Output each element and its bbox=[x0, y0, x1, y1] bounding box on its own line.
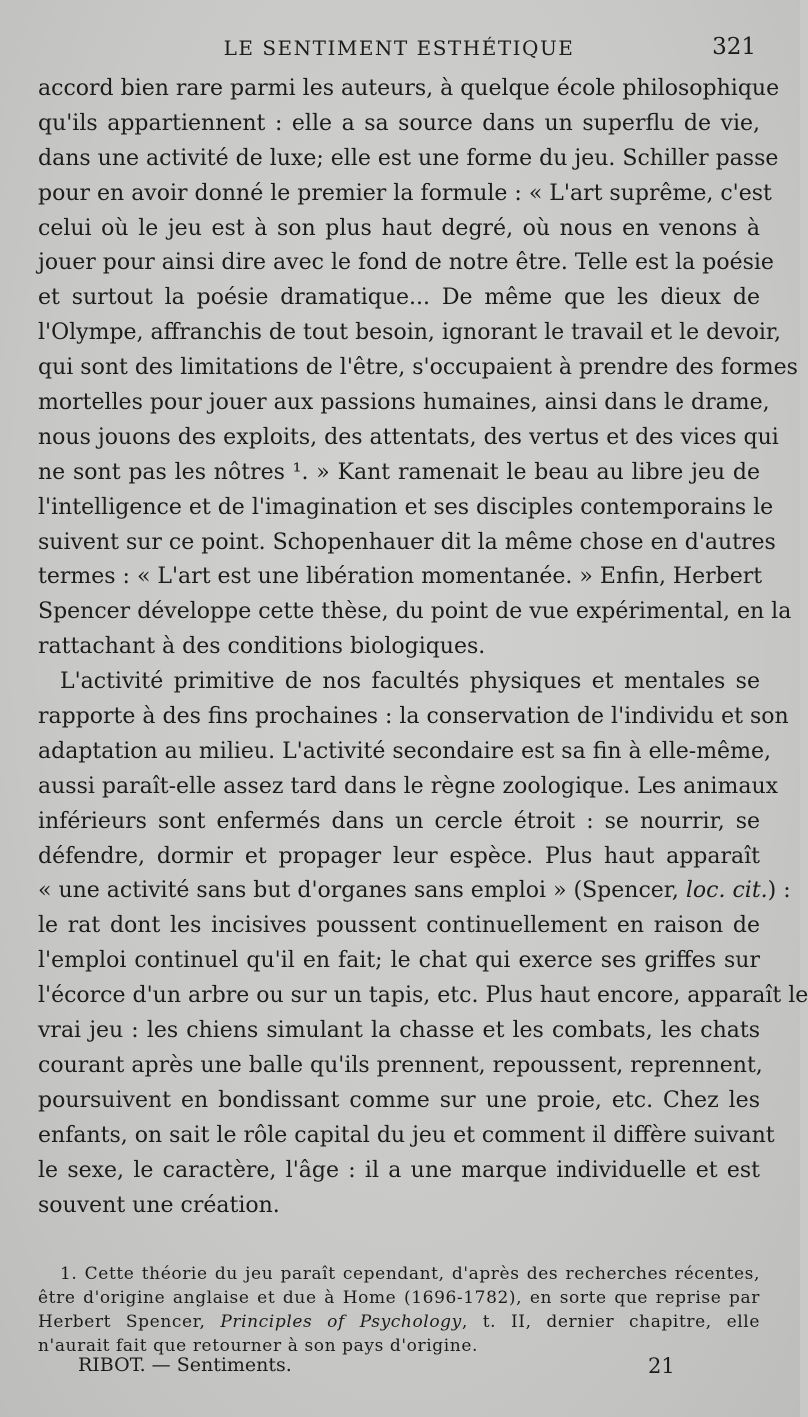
footnote-line: n'aurait fait que retourner à son pays d'origine. bbox=[38, 1336, 478, 1356]
text-line: suivent sur ce point. Schopenhauer dit la même chose en d'autres bbox=[38, 529, 776, 555]
page-number: 321 bbox=[712, 34, 756, 60]
text-line: dans une activité de luxe; elle est une forme du jeu. Schiller passe bbox=[38, 145, 779, 171]
footnote bbox=[38, 1262, 760, 1358]
text-line: Spencer développe cette thèse, du point de vue expérimental, en la bbox=[38, 599, 792, 625]
footnote-line-reference bbox=[38, 1310, 760, 1334]
text-line: rapporte à des fins prochaines : la conservation de l'individu et son bbox=[38, 704, 789, 730]
text-line: le sexe, le caractère, l'âge : il a une marque individuelle et est bbox=[38, 1157, 760, 1183]
text-line: qu'ils appartiennent : elle a sa source dans un superflu de vie, bbox=[38, 110, 760, 136]
text-line: poursuivent en bondissant comme sur une proie, etc. Chez les bbox=[38, 1087, 760, 1113]
text-line: mortelles pour jouer aux passions humaines, ainsi dans le drame, bbox=[38, 390, 770, 416]
text-line: accord bien rare parmi les auteurs, à quelque école philosophique bbox=[38, 76, 780, 101]
text-line: ne sont pas les nôtres ¹. » Kant ramenait le beau au libre jeu de bbox=[38, 459, 760, 485]
text-line: nous jouons des exploits, des attentats, des vertus et des vices qui bbox=[38, 424, 779, 450]
text-line: l'intelligence et de l'imagination et ses disciples contemporains le bbox=[38, 494, 774, 520]
text-line: vrai jeu : les chiens simulant la chasse et les combats, les chats bbox=[38, 1018, 760, 1044]
text-line: l'écorce d'un arbre ou sur un tapis, etc. Plus haut encore, apparaît le bbox=[38, 983, 808, 1009]
text-line: inférieurs sont enfermés dans un cercle étroit : se nourrir, se bbox=[38, 808, 760, 834]
footnote-ref-title: Principles of Psychology bbox=[220, 1312, 462, 1332]
footnote-line: être d'origine anglaise et due à Home (1696-1782), en sorte que reprise par bbox=[38, 1288, 760, 1308]
text-line: pour en avoir donné le premier la formule : « L'art suprême, c'est bbox=[38, 180, 772, 206]
text-line: souvent une création. bbox=[38, 1192, 280, 1218]
text-line: enfants, on sait le rôle capital du jeu et comment il diffère suivant bbox=[38, 1122, 775, 1148]
text-line: adaptation au milieu. L'activité secondaire est sa fin à elle-même, bbox=[38, 738, 771, 764]
text-line: le rat dont les incisives poussent continuellement en raison de bbox=[38, 913, 760, 939]
footnote-ref-lead: Herbert Spencer, bbox=[38, 1312, 221, 1332]
footnote-ref-tail: , t. II, dernier chapitre, elle bbox=[461, 1312, 761, 1332]
text-line: rattachant à des conditions biologiques. bbox=[38, 634, 486, 660]
signature-mark: 21 bbox=[648, 1354, 675, 1378]
running-title: LE SENTIMENT ESTHÉTIQUE bbox=[223, 36, 575, 60]
text-line: l'Olympe, affranchis de tout besoin, ignorant le travail et le devoir, bbox=[38, 320, 782, 346]
text-line: qui sont des limitations de l'être, s'occupaient à prendre des formes bbox=[38, 355, 798, 381]
footnote-line: 1. Cette théorie du jeu paraît cependant, d'après des recherches récentes, bbox=[60, 1264, 760, 1284]
citation-tail: ) : bbox=[767, 878, 791, 904]
text-line: courant après une balle qu'ils prennent, repoussent, reprennent, bbox=[38, 1052, 763, 1078]
text-line: termes : « L'art est une libération momentanée. » Enfin, Herbert bbox=[38, 564, 763, 590]
footer-author: RIBOT. — Sentiments. bbox=[78, 1354, 292, 1376]
text-line: l'emploi continuel qu'il en fait; le chat qui exerce ses griffes sur bbox=[38, 948, 760, 974]
citation-lead: « une activité sans but d'organes sans emploi » (Spencer, bbox=[38, 878, 686, 904]
text-line-citation bbox=[38, 874, 791, 909]
text-line: celui où le jeu est à son plus haut degré, où nous en venons à bbox=[38, 215, 760, 241]
text-line: et surtout la poésie dramatique... De même que les dieux de bbox=[38, 285, 760, 311]
page-header bbox=[38, 34, 760, 64]
paragraph-start-line: L'activité primitive de nos facultés physiques et mentales se bbox=[60, 669, 760, 695]
body-text bbox=[38, 72, 808, 1223]
text-line: défendre, dormir et propager leur espèce. Plus haut apparaît bbox=[38, 843, 760, 869]
text-line: aussi paraît-elle assez tard dans le règne zoologique. Les animaux bbox=[38, 773, 779, 799]
page-footer bbox=[78, 1354, 778, 1384]
text-line: jouer pour ainsi dire avec le fond de notre être. Telle est la poésie bbox=[38, 250, 774, 276]
citation-italic: loc. cit. bbox=[685, 878, 768, 904]
